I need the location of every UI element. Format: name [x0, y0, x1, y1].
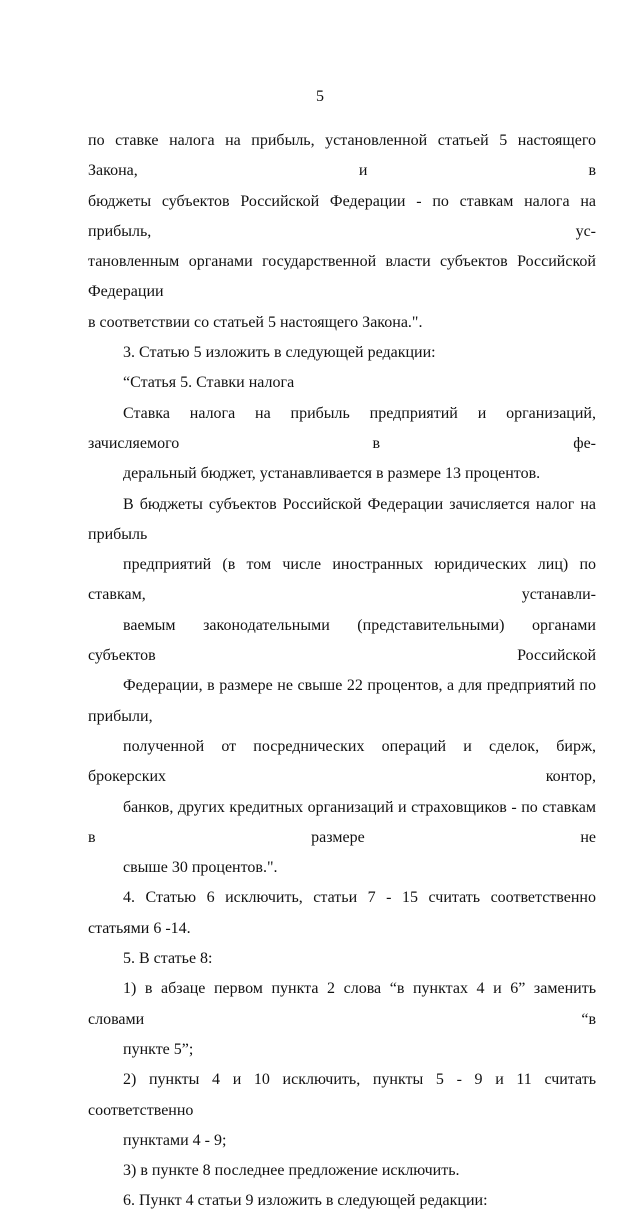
paragraph [88, 368, 596, 398]
paragraph [88, 1065, 596, 1156]
text-line: в соответствии со статьей 5 настоящего Закона.". [88, 313, 423, 331]
text-line: 4. Статью 6 исключить, статьи 7 - 15 считать соответственно статьями 6 -14. [88, 889, 596, 937]
paragraph [88, 126, 596, 338]
text-line: по ставке налога на прибыль, установленной статьей 5 настоящего Закона, и в [88, 132, 596, 180]
text-line: свыше 30 процентов.". [123, 859, 278, 877]
document-body [88, 126, 596, 1217]
text-line: полученной от посреднических операций и сделок, бирж, брокерских контор, [88, 737, 596, 786]
paragraph [88, 338, 596, 368]
text-line: банков, других кредитных организаций и страховщиков - по ставкам в размере не [88, 798, 596, 846]
text-line: Федерации, в размере не свыше 22 процентов, а для предприятий по прибыли, [88, 677, 596, 725]
text-line: пунктами 4 - 9; [123, 1131, 227, 1149]
text-line: тановленным органами государственной власти субъектов Российской Федерации [88, 253, 596, 301]
text-line: пункте 5”; [123, 1040, 194, 1058]
text-line: В бюджеты субъектов Российской Федерации зачисляется налог на прибыль [88, 495, 596, 543]
page-number: 5 [316, 88, 324, 105]
paragraph [88, 399, 596, 490]
text-line: ваемым законодательными (представительными) органами субъектов Российской [88, 616, 596, 665]
paragraph [88, 944, 596, 974]
paragraph [88, 974, 596, 1065]
text-line: 3) в пункте 8 последнее предложение исключить. [123, 1162, 460, 1180]
text-line: 1) в абзаце первом пункта 2 слова “в пунктах 4 и 6” заменить словами “в [88, 980, 596, 1028]
text-line: 3. Статью 5 изложить в следующей редакции: [123, 344, 436, 362]
paragraph [88, 1186, 596, 1216]
text-line: 5. В статье 8: [123, 950, 213, 968]
text-line: деральный бюджет, устанавливается в размере 13 процентов. [123, 465, 541, 483]
text-line: предприятий (в том числе иностранных юридических лиц) по ставкам, устанавли- [88, 556, 596, 604]
text-line: 6. Пункт 4 статьи 9 изложить в следующей редакции: [123, 1192, 488, 1210]
text-line: 2) пункты 4 и 10 исключить, пункты 5 - 9 и 11 считать соответственно [88, 1071, 596, 1119]
text-line: “Статья 5. Ставки налога [123, 374, 295, 392]
paragraph [88, 1156, 596, 1186]
text-line: бюджеты субъектов Российской Федерации - по ставкам налога на прибыль, ус- [88, 192, 596, 240]
text-line: Ставка налога на прибыль предприятий и организаций, зачисляемого в фе- [88, 404, 596, 452]
paragraph [88, 490, 596, 884]
paragraph [88, 883, 596, 944]
